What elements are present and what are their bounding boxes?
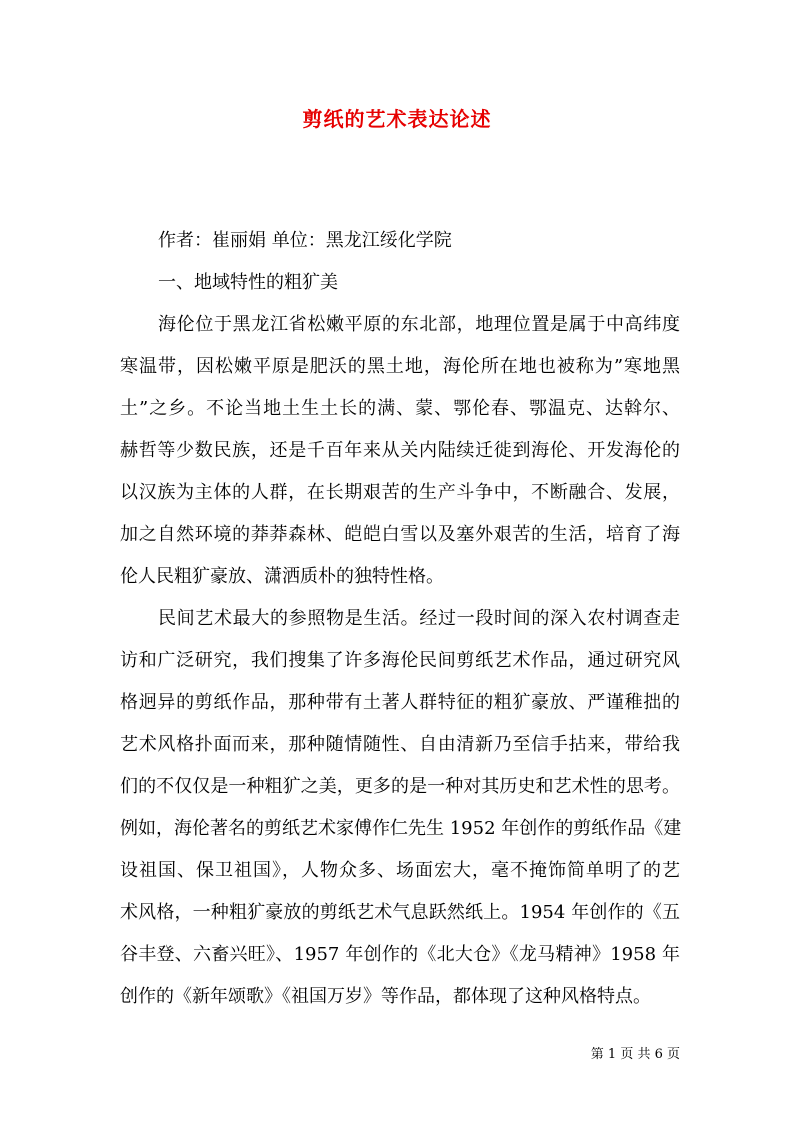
paragraph-line: 加之自然环境的莽莽森林、皑皑白雪以及塞外艰苦的生活，培育了海: [120, 524, 680, 545]
page-number: 第 1 页 共 6 页: [590, 1047, 680, 1062]
paragraph-line: 赫哲等少数民族，还是千百年来从关内陆续迁徙到海伦、开发海伦的: [120, 440, 680, 461]
author-line: 作者：崔丽娟 单位：黑龙江绥化学院: [158, 230, 452, 251]
paragraph-line: 格迥异的剪纸作品，那种带有土著人群特征的粗犷豪放、严谨稚拙的: [120, 692, 680, 713]
paragraph-line: 设祖国、保卫祖国》，人物众多、场面宏大，毫不掩饰简单明了的艺: [120, 860, 680, 881]
paragraph-line: 海伦位于黑龙江省松嫩平原的东北部，地理位置是属于中高纬度: [158, 314, 680, 335]
paragraph-line: 民间艺术最大的参照物是生活。经过一段时间的深入农村调查走: [158, 608, 680, 629]
paragraph-line: 土”之乡。不论当地土生土长的满、蒙、鄂伦春、鄂温克、达斡尔、: [120, 398, 680, 419]
paragraph-line: 访和广泛研究，我们搜集了许多海伦民间剪纸艺术作品，通过研究风: [120, 650, 680, 671]
paragraph-line: 伦人民粗犷豪放、潇洒质朴的独特性格。: [120, 566, 444, 587]
paragraph-line: 谷丰登、六畜兴旺》、1957 年创作的《北大仓》《龙马精神》1958 年: [120, 944, 680, 965]
paragraph-line: 们的不仅仅是一种粗犷之美，更多的是一种对其历史和艺术性的思考。: [120, 776, 680, 797]
paragraph-line: 术风格，一种粗犷豪放的剪纸艺术气息跃然纸上。1954 年创作的《五: [120, 902, 680, 923]
paragraph-line: 寒温带，因松嫩平原是肥沃的黑土地，海伦所在地也被称为”寒地黑: [120, 356, 680, 377]
section-heading: 一、地域特性的粗犷美: [158, 272, 338, 293]
document-title: 剪纸的艺术表达论述: [302, 107, 492, 131]
paragraph-line: 以汉族为主体的人群，在长期艰苦的生产斗争中，不断融合、发展，: [120, 482, 680, 503]
paragraph-line: 艺术风格扑面而来，那种随情随性、自由清新乃至信手拈来，带给我: [120, 734, 680, 755]
paragraph-line: 例如，海伦著名的剪纸艺术家傅作仁先生 1952 年创作的剪纸作品《建: [120, 818, 682, 839]
paragraph-line: 创作的《新年颂歌》《祖国万岁》等作品，都体现了这种风格特点。: [120, 986, 651, 1007]
